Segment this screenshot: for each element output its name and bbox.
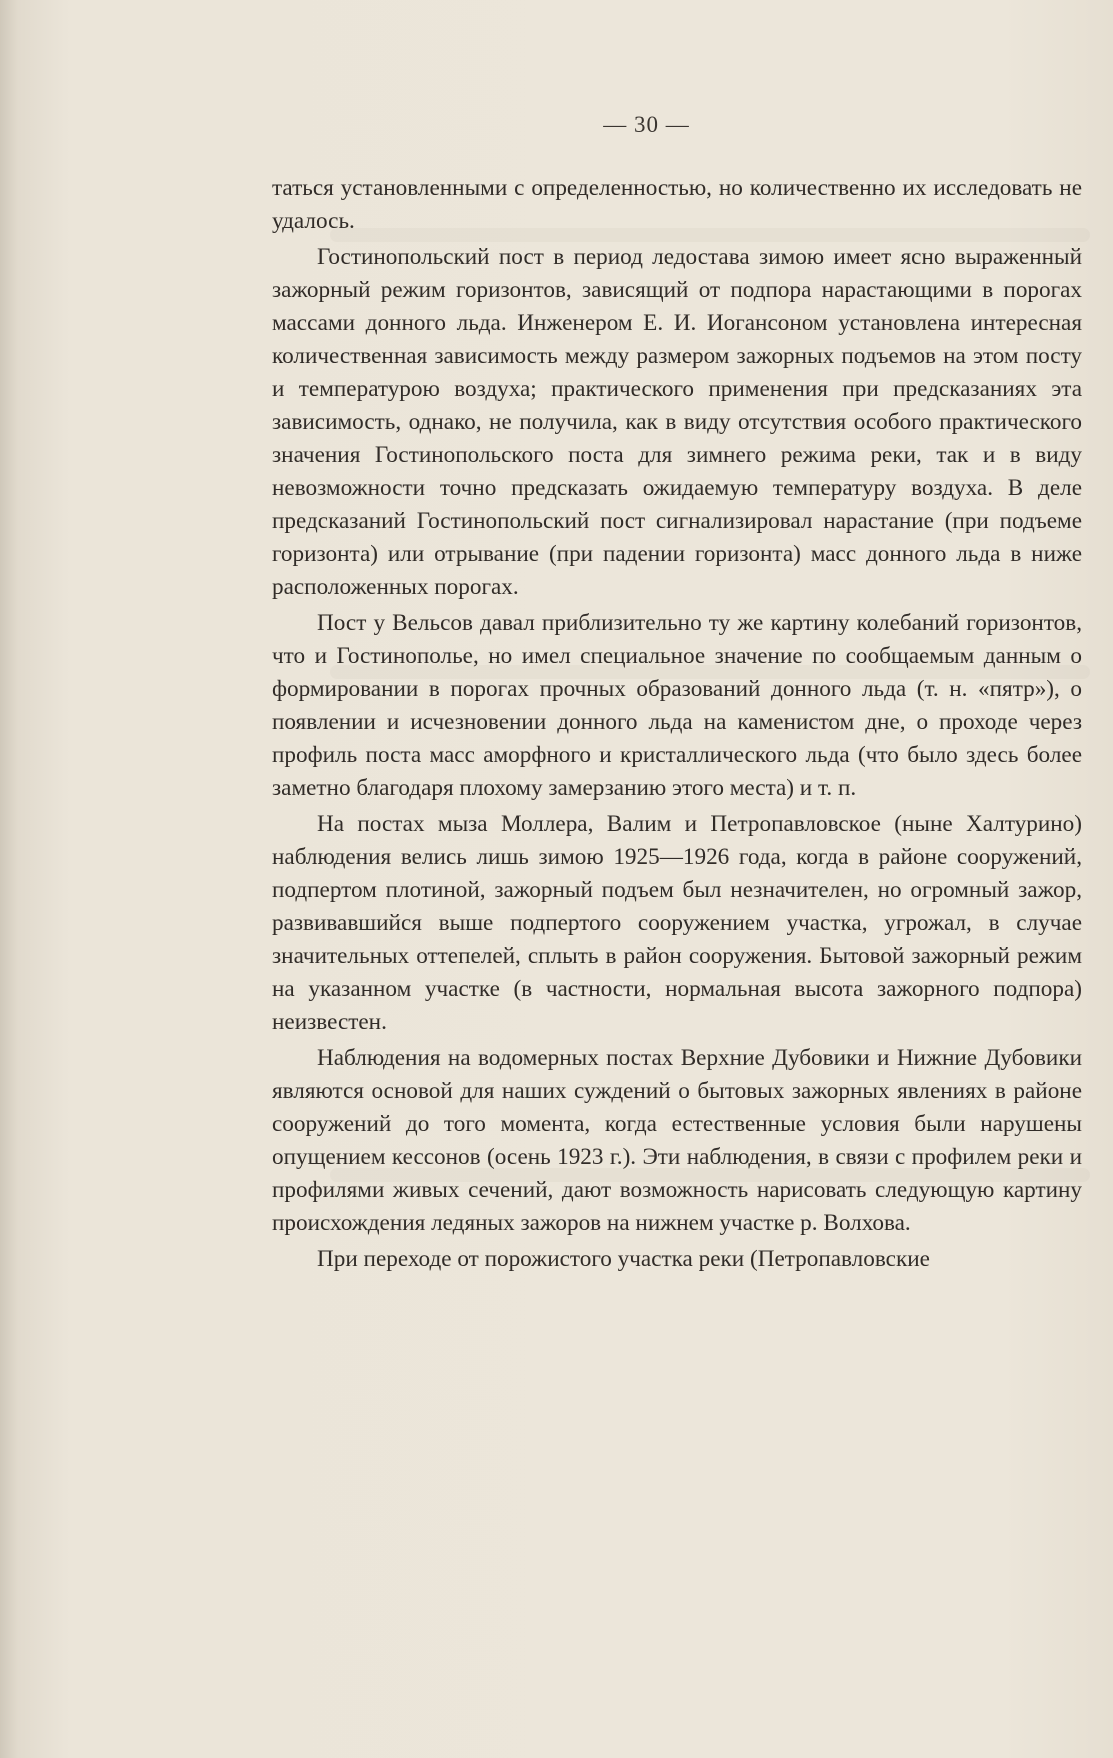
body-text — [272, 172, 1082, 1279]
paragraph-gostinopolye: Гостинопольский пост в период ледостава зимою имеет ясно выраженный зажорный режим горизонтов, зависящий от подпора нарастающими в порогах массами донного льда. Инженером Е. И. Иогансоном установлена интересная количественная зависимость между размером зажорных подъемов на этом посту и температурою воздуха; практического применения при предсказаниях эта зависимость, однако, не получила, как в виду отсутствия особого практического значения Гостинопольского поста для зимнего режима реки, так и в виду невозможности точно предсказать ожидаемую температуру воздуха. В деле предсказаний Гостинопольский пост сигнализировал нарастание (при подъеме горизонта) или отрывание (при падении горизонта) масс донного льда в ниже расположенных порогах. — [272, 244, 1082, 600]
paragraph-transition: При переходе от порожистого участка реки (Петропавловские — [317, 1246, 930, 1272]
page-number: — 30 — — [603, 112, 690, 137]
paragraph-moller-valim: На постах мыза Моллера, Валим и Петропавловское (ныне Халтурино) наблюдения велись лишь зимою 1925—1926 года, когда в районе сооружений, подпертом плотиной, зажорный подъем был незначителен, но огромный зажор, развивавшийся выше подпертого сооружением участка, угрожал, в случае значительных оттепелей, сплыть в район сооружения. Бытовой зажорный режим на указанном участке (в частности, нормальная высота зажорного подпора) неизвестен. — [272, 811, 1082, 1035]
paragraph-dubovik: Наблюдения на водомерных постах Верхние Дубовики и Нижние Дубовики являются основой для наших суждений о бытовых зажорных явлениях в районе сооружений до того момента, когда естественные условия были нарушены опущением кессонов (осень 1923 г.). Эти наблюдения, в связи с профилем реки и профилями живых сечений, дают возможность нарисовать следующую картину происхождения ледяных зажоров на нижнем участке р. Волхова. — [272, 1045, 1082, 1236]
paragraph-velsy: Пост у Вельсов давал приблизительно ту же картину колебаний горизонтов, что и Гостинополье, но имел специальное значение по сообщаемым данным о формировании в порогах прочных образований донного льда (т. н. «пятр»), о появлении и исчезновении донного льда на каменистом дне, о проходе через профиль поста масс аморфного и кристаллического льда (что было здесь более заметно благодаря плохому замерзанию этого места) и т. п. — [272, 610, 1082, 801]
paragraph-continued: таться установленными с определенностью, но количественно их исследовать не удалось. — [272, 175, 1082, 234]
